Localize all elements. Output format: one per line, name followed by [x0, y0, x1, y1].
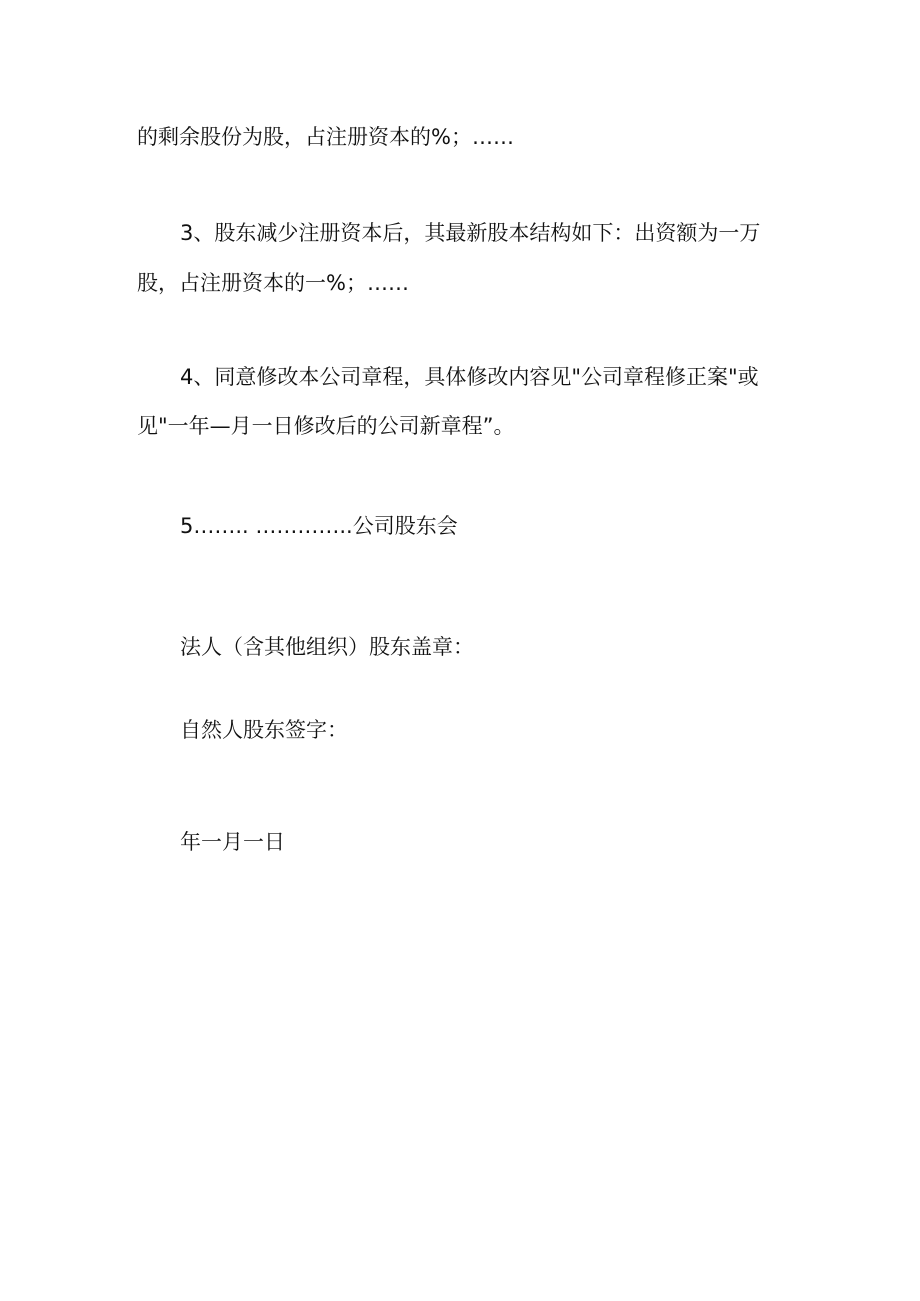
remaining-shares-line: 的剩余股份为股，占注册资本的%；……: [137, 125, 514, 149]
date-line: 年一月一日: [180, 830, 285, 854]
item-5-shareholders-meeting: 5…….. …………..公司股东会: [180, 514, 458, 538]
item-3-line-2: 股，占注册资本的一%；……: [137, 271, 409, 295]
item-3-line-1: 3、股东减少注册资本后，其最新股本结构如下：出资额为一万: [180, 221, 761, 245]
item-4-line-2: 见"一年—月一日修改后的公司新章程”。: [137, 414, 515, 438]
item-4-line-1: 4、同意修改本公司章程，具体修改内容见"公司章程修正案"或: [180, 365, 759, 389]
natural-person-signature-label: 自然人股东签字：: [180, 718, 348, 742]
legal-person-seal-label: 法人（含其他组织）股东盖章：: [180, 635, 474, 659]
